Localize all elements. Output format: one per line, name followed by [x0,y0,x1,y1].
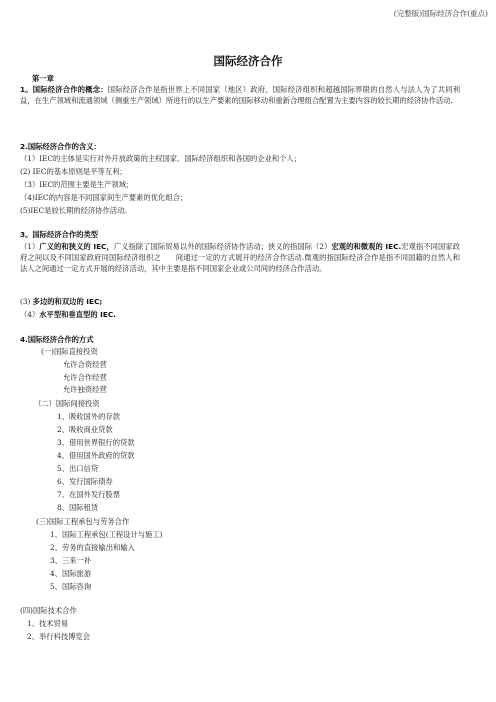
type-4-heading: 水平型和垂直型的 IEC. [39,310,116,319]
chapter-heading: 第一章 [32,74,54,83]
method-item: 6、发行国际债券 [57,477,113,486]
type-3-heading: 多边的和双边的 IEC; [32,297,103,306]
method-item: 1、技术贸易 [27,619,69,628]
section-3-heading: 3。国际经济合作的类型 [20,230,99,239]
section-2-item: （3）IEC的范围主要是生产领域； [20,180,134,189]
method-item: 7、在国外发行股票 [57,490,121,499]
type-1-text: 广义指除了国际贸易以外的国际经济协作活动；狭义的指国际（2） [113,242,332,251]
page-title: 国际经济合作 [213,54,283,68]
method-item: 1、国际工程承包(工程设计与施工) [50,530,163,539]
method-item: 8、国际租赁 [57,503,99,512]
type-4-number: （4） [20,310,40,319]
section-2-item: （4)IEC的内容是不同国家间生产要素的优化组合； [20,193,188,202]
method-item: 5、国际咨询 [50,582,92,591]
page-header: (完整版)国际经济合作(重点) [393,9,488,18]
method-item: 4、借用国外政府的贷款 [57,451,135,460]
type-4-line [20,309,116,320]
method-item: 允许独资经营 [63,385,107,394]
type-2-text: 宏观指不同国家政府之间以及不同国家政府同国际经济组织之 间通过一定的方式展开的经济合作活动.微观的指国际经济合作是指不同国籍的自然人和法人之间通过一定方式开展的经济活动，其中主要是指不同国家企业或公司间的经济合作活动。 [20,242,460,273]
section-1-label: 1。国际经济合作的概念： [20,85,108,94]
type-1-number: （1） [20,242,40,251]
section-3-paragraph [20,241,460,274]
method-group-title: (一)国际直接投资 [41,347,98,356]
method-item: 5、出口信贷 [57,464,99,473]
type-1-heading: 广义的和狭义的 IEC， [39,242,114,251]
type-3-line [20,296,102,307]
section-1-text: 国际经济合作是指世界上不同国家（地区）政府、国际经济组织和超越国际界限的自然人与法人为了共同利益，在生产领域和流通领域（侧重生产领域）所进行的以生产要素的国际移动和重新合理组合配置为主要内容的较长期的经济协作活动. [20,85,460,105]
method-item: 3、三来一补 [50,556,92,565]
method-item: 2、吸收商业贷款 [57,425,113,434]
method-item: 2、举行科技博览会 [27,632,91,641]
method-group-title: (三)国际工程承包与劳务合作 [36,517,130,526]
method-item: 1、吸收国外的存款 [57,412,121,421]
method-item: 允许合资经营 [63,360,107,369]
method-item: 允许合作经营 [63,373,107,382]
type-3-number: (3) [20,297,31,306]
section-2-item: (5)IEC是较长期的经济协作活动。 [20,206,132,215]
type-2-heading: 宏观的和微观的 IEC. [331,242,402,251]
section-2-item: (2) IEC的基本原则是平等互利； [20,167,127,176]
method-group-title: （二）国际间接投资 [34,399,100,408]
method-item: 2、劳务的直接输出和输入 [50,543,135,552]
method-item: 3、借用世界银行的贷款 [57,438,135,447]
section-4-heading: 4.国际经济合作的方式 [20,335,94,344]
section-1-paragraph [20,84,460,106]
method-group-title: (四)国际技术合作 [20,606,77,615]
section-2-heading: 2.国际经济合作的含义： [20,142,101,151]
method-item: 4、国际旅游 [50,569,92,578]
section-2-item: （1）IEC的主体是实行对外开放政策的主权国家、国际经济组织和各国的企业和个人； [20,154,302,163]
